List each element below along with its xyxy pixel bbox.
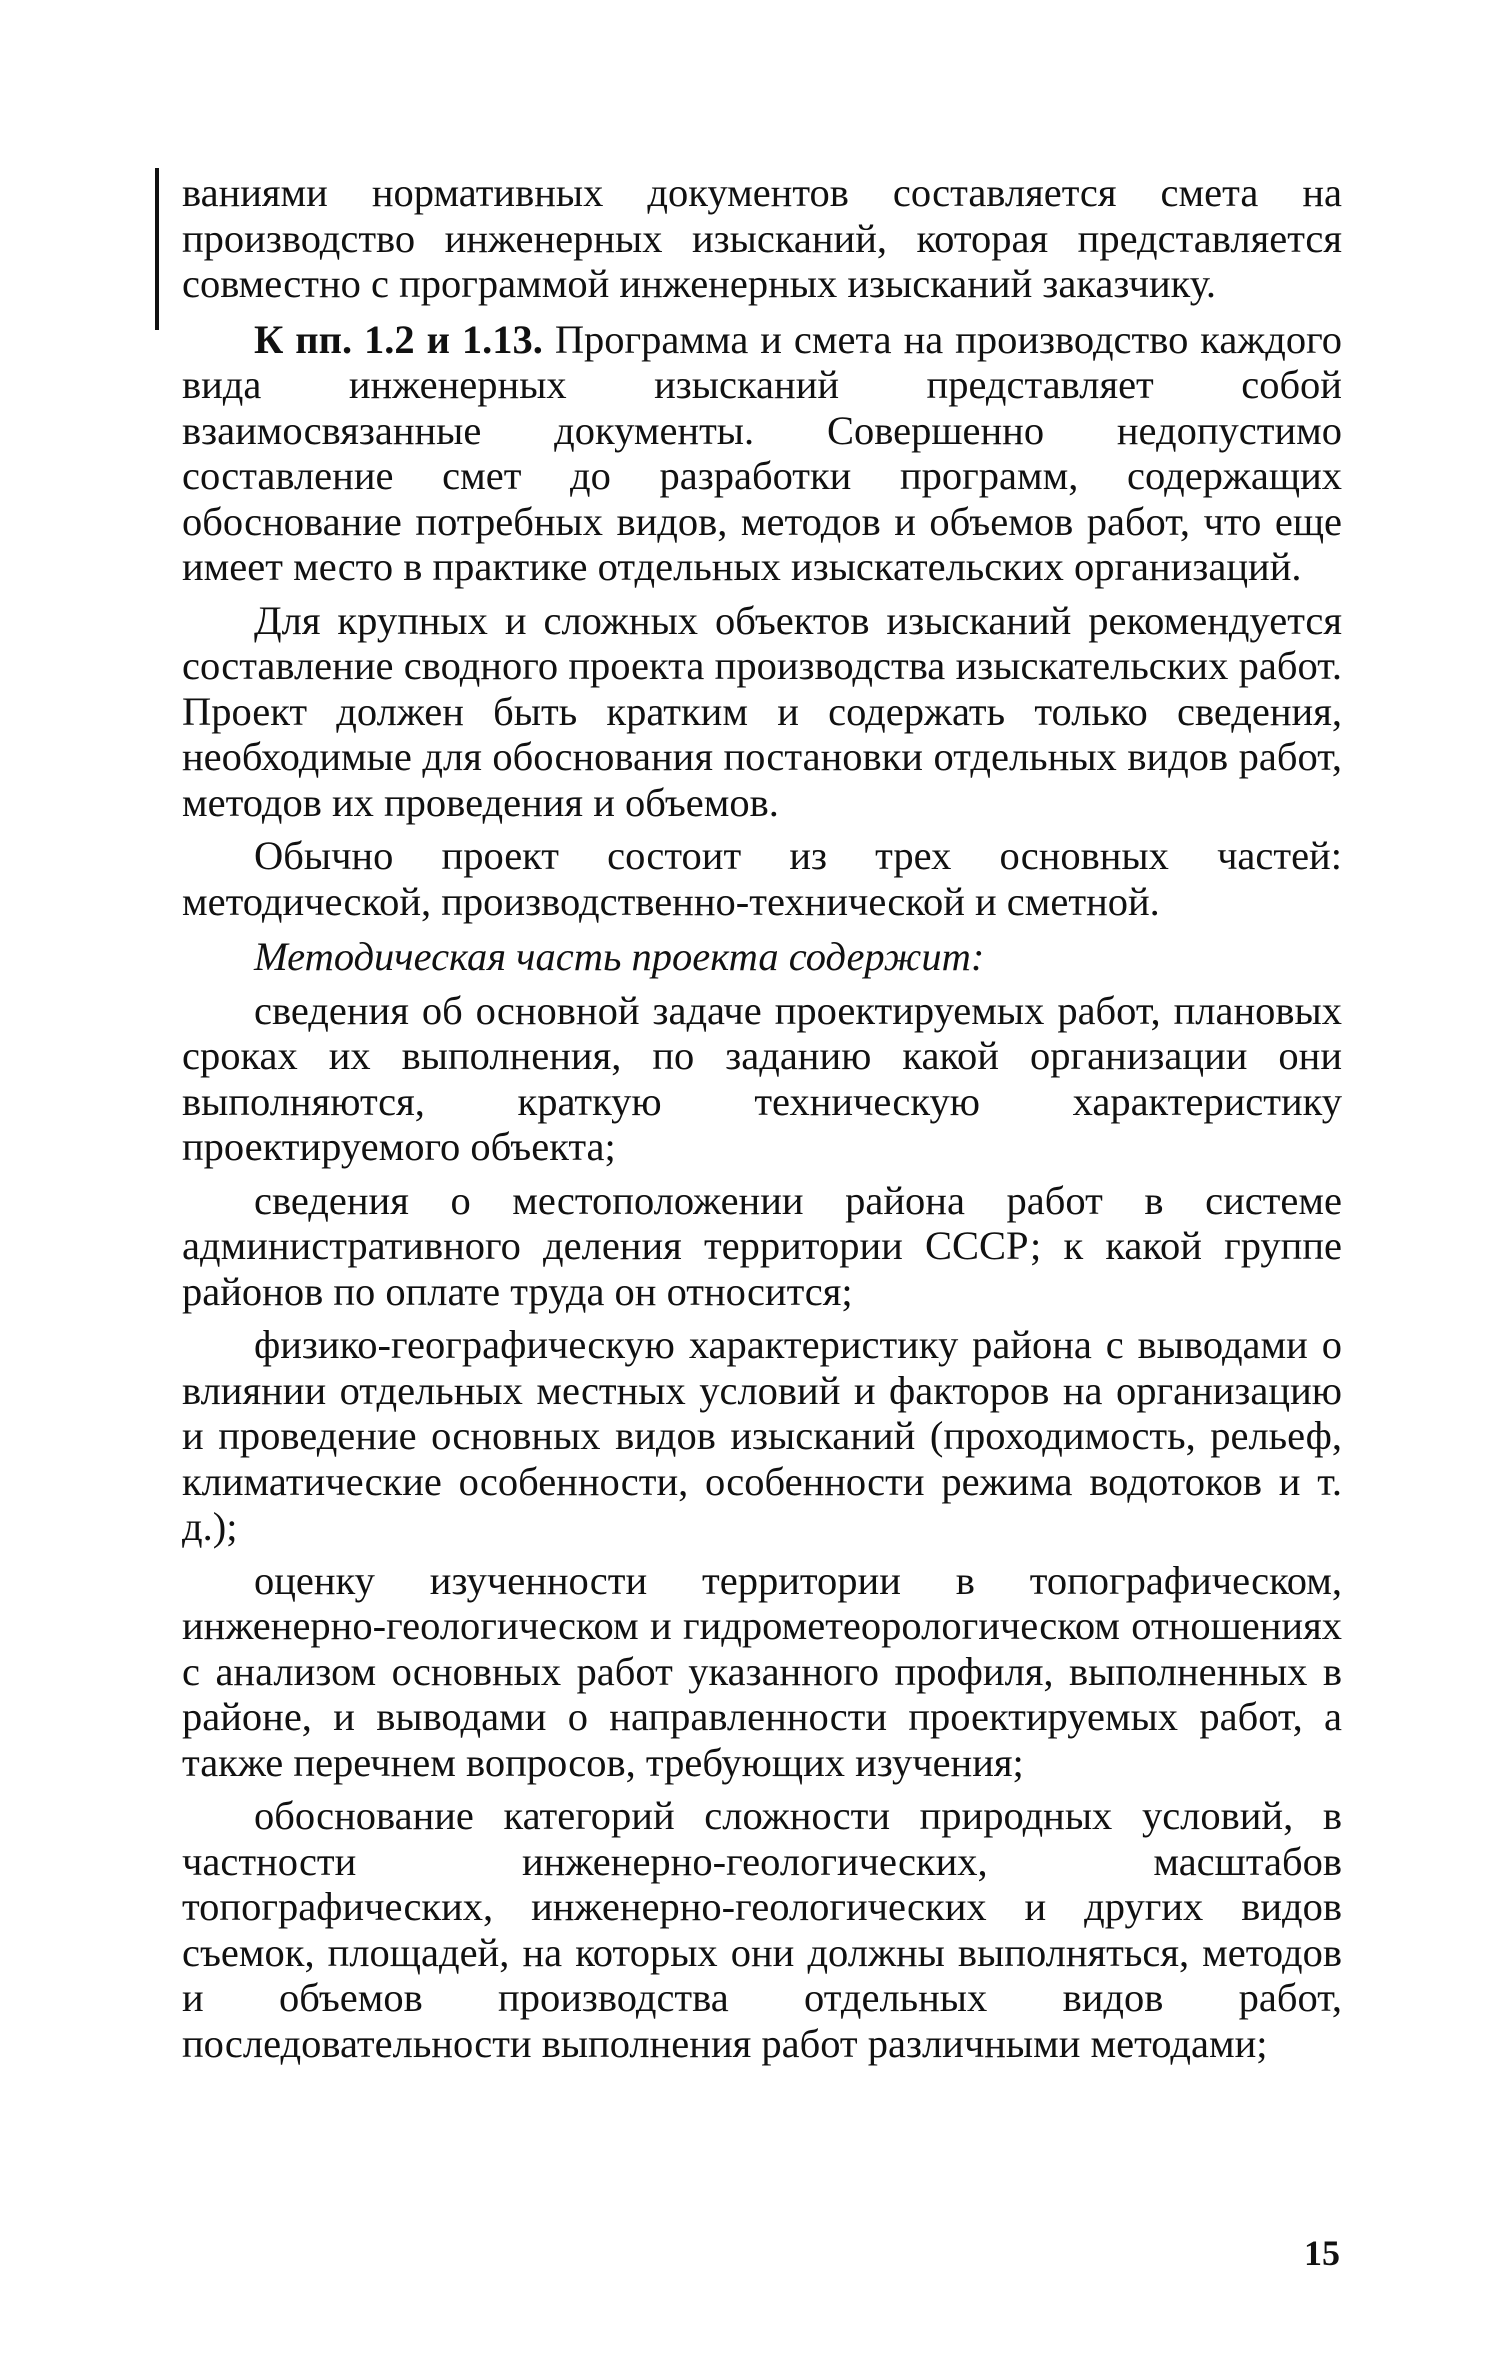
paragraph-ref-text: Программа и смета на производство каждого вида инженерных изысканий представляет собой взаимосвязанные документы. Совершенно недопустимо составление смет до разработки программ, содержащих обоснование потребных видов, методов и объемов работ, что еще имеет место в практике отдельных изыскательских организаций. <box>182 316 1342 589</box>
paragraph-large-objects: Для крупных и сложных объектов изысканий рекомендуется составление сводного проекта производства изыскательских работ. Проект должен быть кратким и содержать только сведения, необходимые для обоснования постановки отдельных видов работ, методов их проведения и объемов. <box>182 597 1342 825</box>
paragraph-continuation: ваниями нормативных документов составляется смета на производство инженерных изысканий, которая представляется совместно с программой инженерных изысканий заказчику. <box>182 170 1342 306</box>
page-body <box>182 170 1342 2220</box>
method-section-heading: Методическая часть проекта содержит: <box>254 934 985 979</box>
list-item-task-info: сведения об основной задаче проектируемых работ, плановых сроках их выполнения, по заданию какой организации они выполняются, краткую техническую характеристику проектируемого объекта; <box>182 987 1342 1169</box>
section-reference: К пп. 1.2 и 1.13. <box>254 316 543 362</box>
paragraph-project-parts: Обычно проект состоит из трех основных частей: методической, производственно-технической и сметной. <box>182 833 1342 924</box>
list-item-physical-geography: физико-географическую характеристику района с выводами о влиянии отдельных местных условий и факторов на организацию и проведение основных видов изысканий (проходимость, рельеф, климатические особенности, особенности режима водотоков и т. д.); <box>182 1322 1342 1549</box>
page-number: 15 <box>1304 2233 1340 2273</box>
list-item-study-assessment: оценку изученности территории в топографическом, инженерно-геологическом и гидрометеорологическом отношениях с анализом основных работ указанного профиля, выполненных в районе, и выводами о направленности проектируемых работ, а также перечнем вопросов, требующих изучения; <box>182 1557 1342 1785</box>
list-item-location-info: сведения о местоположении района работ в системе административного деления территории СССР; к какой группе районов по оплате труда он относится; <box>182 1177 1342 1314</box>
paragraph-ref-1-2-1-13 <box>182 317 1342 590</box>
margin-change-bar <box>155 168 159 330</box>
list-item-complexity-justification: обоснование категорий сложности природных условий, в частности инженерно-геологических, масштабов топографических, инженерно-геологических и других видов съемок, площадей, на которых они должны выполняться, методов и объемов производства отдельных видов работ, последовательности выполнения работ различными методами; <box>182 1793 1342 2066</box>
